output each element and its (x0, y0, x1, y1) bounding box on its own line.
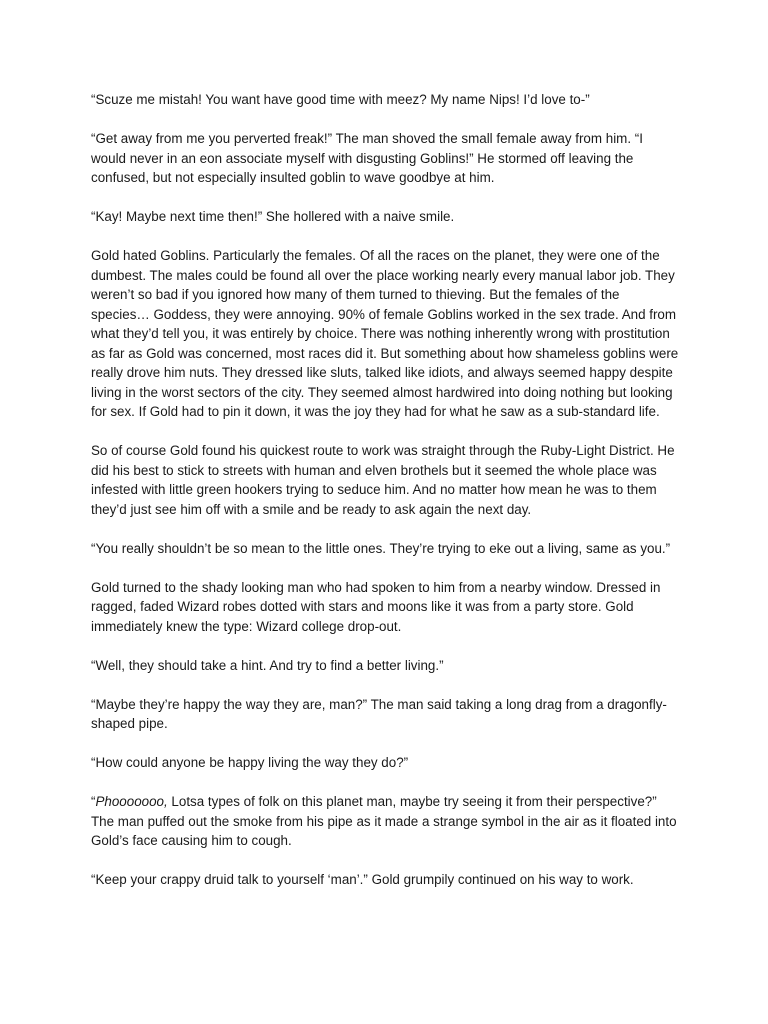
paragraph-4: Gold hated Goblins. Particularly the females. Of all the races on the planet, they were one of the dumbest. The males could be found all over the place working nearly every manual labor job. They weren’t so bad if you ignored how many of them turned to thieving. But the females of the species… Goddess, they were annoying. 90% of female Goblins worked in the sex trade. And from what they’d tell you, it was entirely by choice. There was nothing inherently wrong with prostitution as far as Gold was concerned, most races did it. But something about how shameless goblins were really drove him nuts. They dressed like sluts, talked like idiots, and always seemed happy despite living in the worst sectors of the city. They seemed almost hardwired into doing nothing but looking for sex. If Gold had to pin it down, it was the joy they had for what he saw as a sub-standard life. (91, 248, 679, 419)
paragraph-11-open-quote: “ (91, 794, 96, 809)
paragraph-11-rest: Lotsa types of folk on this planet man, maybe try seeing it from their perspective?” The man puffed out the smoke from his pipe as it made a strange symbol in the air as it floated into Gold’s face causing him to cough. (91, 794, 677, 848)
paragraph-1: “Scuze me mistah! You want have good time with meez? My name Nips! I’d love to-” (91, 92, 590, 107)
paragraph-8: “Well, they should take a hint. And try to find a better living.” (91, 657, 444, 673)
paragraph-11 (91, 792, 681, 851)
paragraph-11-italic-sound: Phooooooo, (95, 794, 168, 809)
paragraph-9: “Maybe they’re happy the way they are, man?” The man said taking a long drag from a dragonfly-shaped pipe. (91, 696, 667, 731)
document-body (91, 90, 681, 890)
paragraph-7: Gold turned to the shady looking man who had spoken to him from a nearby window. Dressed in ragged, faded Wizard robes dotted with stars and moons like it was from a party store. Gold immediately knew the type: Wizard college drop-out. (91, 579, 661, 634)
paragraph-3: “Kay! Maybe next time then!” She hollered with a naive smile. (91, 209, 455, 224)
paragraph-12: “Keep your crappy druid talk to yourself ‘man’.” Gold grumpily continued on his way to work. (91, 872, 634, 887)
paragraph-5: So of course Gold found his quickest route to work was straight through the Ruby-Light District. He did his best to stick to streets with human and elven brothels but it seemed the whole place was infested with little green hookers trying to seduce him. And no matter how mean he was to them they’d just see him off with a smile and be ready to ask again the next day. (91, 443, 675, 517)
paragraph-10: “How could anyone be happy living the way they do?” (91, 755, 409, 770)
paragraph-2: “Get away from me you perverted freak!” The man shoved the small female away from him. “I would never in an eon associate myself with disgusting Goblins!” He stormed off leaving the confused, but not especially insulted goblin to wave goodbye at him. (91, 131, 643, 185)
paragraph-6: “You really shouldn’t be so mean to the little ones. They’re trying to eke out a living, same as you.” (91, 540, 671, 556)
